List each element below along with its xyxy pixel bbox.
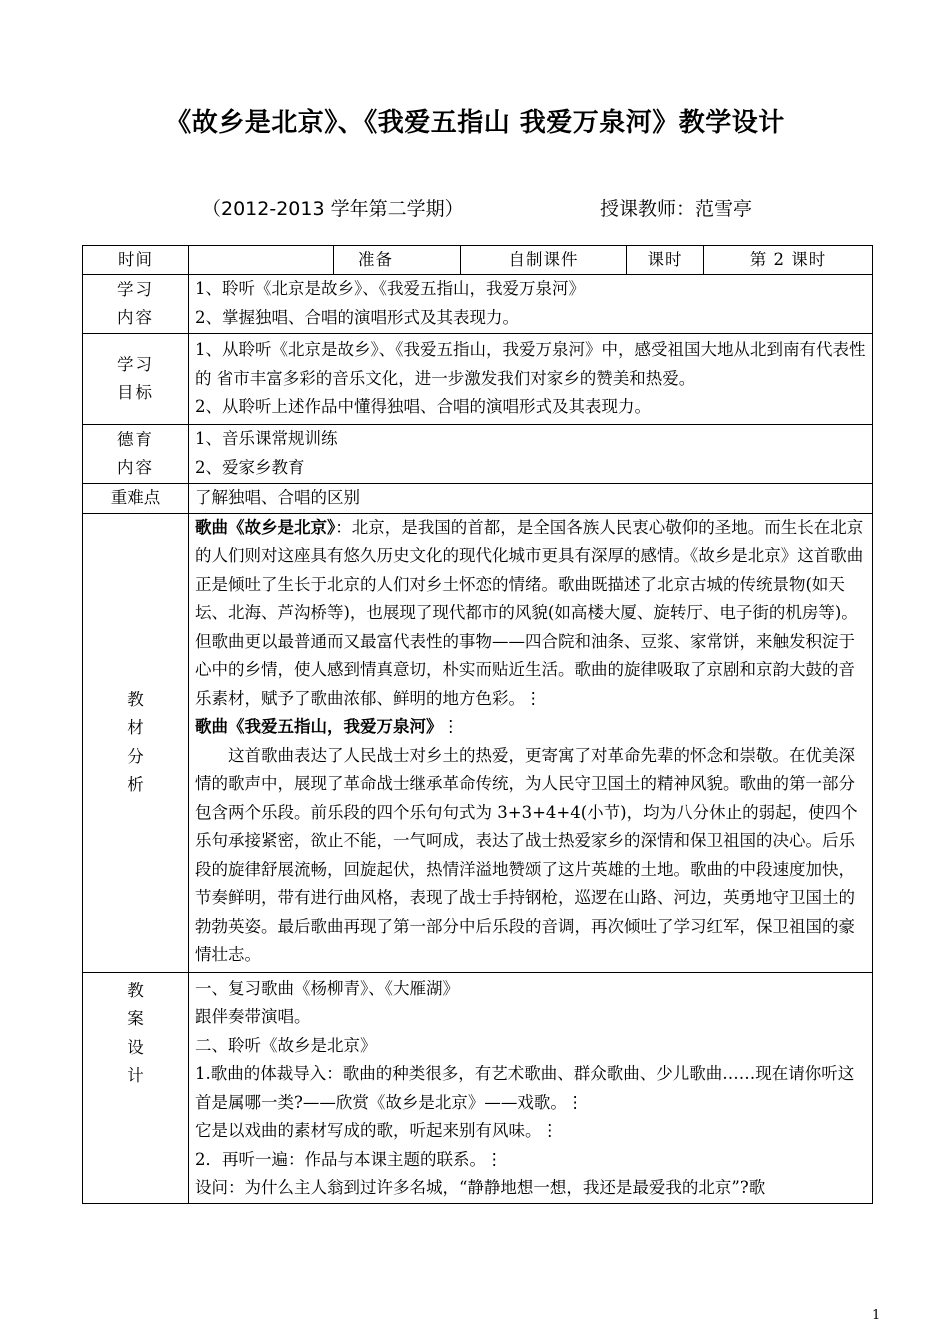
page-number: 1 [872, 1308, 881, 1323]
moral-label: 德育 内容 [83, 425, 189, 484]
content-row [83, 275, 873, 334]
analysis-label: 教 材 分 析 [83, 513, 189, 972]
goals-row [83, 334, 873, 425]
term-text: （2012-2013 学年第二学期） [202, 198, 464, 220]
page-title: 《故乡是北京》、《我爱五指山 我爱万泉河》教学设计 [165, 108, 785, 138]
song2-title: 歌曲《我爱五指山，我爱万泉河》 [195, 717, 443, 736]
goals-text: 1、从聆听《北京是故乡》、《我爱五指山，我爱万泉河》中，感受祖国大地从北到南有代表性的 省市丰富多彩的音乐文化，进一步激发我们对家乡的赞美和热爱。 2、从聆听上述作品中懂得独唱、合唱的演唱形式及其表现力。 [189, 334, 873, 425]
analysis-text [189, 513, 873, 972]
key-row [83, 484, 873, 514]
analysis-row [83, 513, 873, 972]
content-text: 1、聆听《北京是故乡》、《我爱五指山，我爱万泉河》 2、掌握独唱、合唱的演唱形式及其表现力。 [189, 275, 873, 334]
key-label: 重难点 [83, 484, 189, 514]
song1-title: 歌曲《故乡是北京》 [195, 517, 336, 537]
design-label: 教 案 设 计 [83, 972, 189, 1203]
period-value: 第 2 课时 [704, 246, 873, 275]
key-text: 了解独唱、合唱的区别 [189, 484, 873, 514]
teacher-text: 授课教师：范雪亭 [600, 198, 753, 220]
content-label: 学习 内容 [83, 275, 189, 334]
song1-paragraph [195, 514, 866, 714]
design-row [83, 972, 873, 1203]
header-row [83, 246, 873, 275]
design-text: 一、复习歌曲《杨柳青》、《大雁湖》 跟伴奏带演唱。 二、聆听《故乡是北京》 1.歌曲的体裁导入：歌曲的种类很多，有艺术歌曲、群众歌曲、少儿歌曲……现在请你听这首是属哪一类?——欣赏《故乡是北京》——戏歌。⋮ 它是以戏曲的素材写成的歌，听起来别有风味。⋮ 2．再听一遍：作品与本课主题的联系。⋮ 设问：为什么主人翁到过许多名城，“静静地想一想，我还是最爱我的北京”?歌 [189, 972, 873, 1203]
time-value [189, 246, 334, 275]
moral-text: 1、音乐课常规训练 2、爱家乡教育 [189, 425, 873, 484]
time-label: 时间 [83, 246, 189, 275]
song2-text: 这首歌曲表达了人民战士对乡土的热爱，更寄寓了对革命先辈的怀念和崇敬。在优美深情的歌声中，展现了革命战士继承革命传统，为人民守卫国土的精神风貌。歌曲的第一部分包含两个乐段。前乐段的四个乐句句式为 3+3+4+4(小节)，均为八分休止的弱起，使四个乐句承接紧密，欲止不能，一气呵成，表达了战士热爱家乡的深情和保卫祖国的决心。后乐段的旋律舒展流畅，回旋起伏，热情洋溢地赞颂了这片英雄的土地。歌曲的中段速度加快，节奏鲜明，带有进行曲风格，表现了战士手持钢枪，巡逻在山路、河边，英勇地守卫国土的勃勃英姿。最后歌曲再现了第一部分中后乐段的音调，再次倾吐了学习红军，保卫祖国的豪情壮志。 [195, 745, 858, 964]
prep-label: 准备 [334, 246, 461, 275]
song2-heading: 歌曲《我爱五指山，我爱万泉河》⋮ [195, 717, 459, 736]
lesson-plan-table [82, 245, 873, 1204]
period-label: 课时 [627, 246, 704, 275]
prep-value: 自制课件 [461, 246, 627, 275]
song1-text: ：北京，是我国的首都，是全国各族人民衷心敬仰的圣地。而生长在北京的人们则对这座具有悠久历史文化的现代化城市更具有深厚的感情。《故乡是北京》这首歌曲正是倾吐了生长于北京的人们对乡土怀恋的情绪。歌曲既描述了北京古城的传统景物(如天坛、北海、芦沟桥等)，也展现了现代都市的风貌(如高楼大厦、旋转厅、电子街的机房等)。但歌曲更以最普通而又最富代表性的事物——四合院和油条、豆浆、家常饼，来触发积淀于心中的乡情，使人感到情真意切，朴实而贴近生活。歌曲的旋律吸取了京剧和京韵大鼓的音乐素材，赋予了歌曲浓郁、鲜明的地方色彩。⋮ [195, 517, 864, 708]
goals-label: 学习 目标 [83, 334, 189, 425]
moral-row [83, 425, 873, 484]
